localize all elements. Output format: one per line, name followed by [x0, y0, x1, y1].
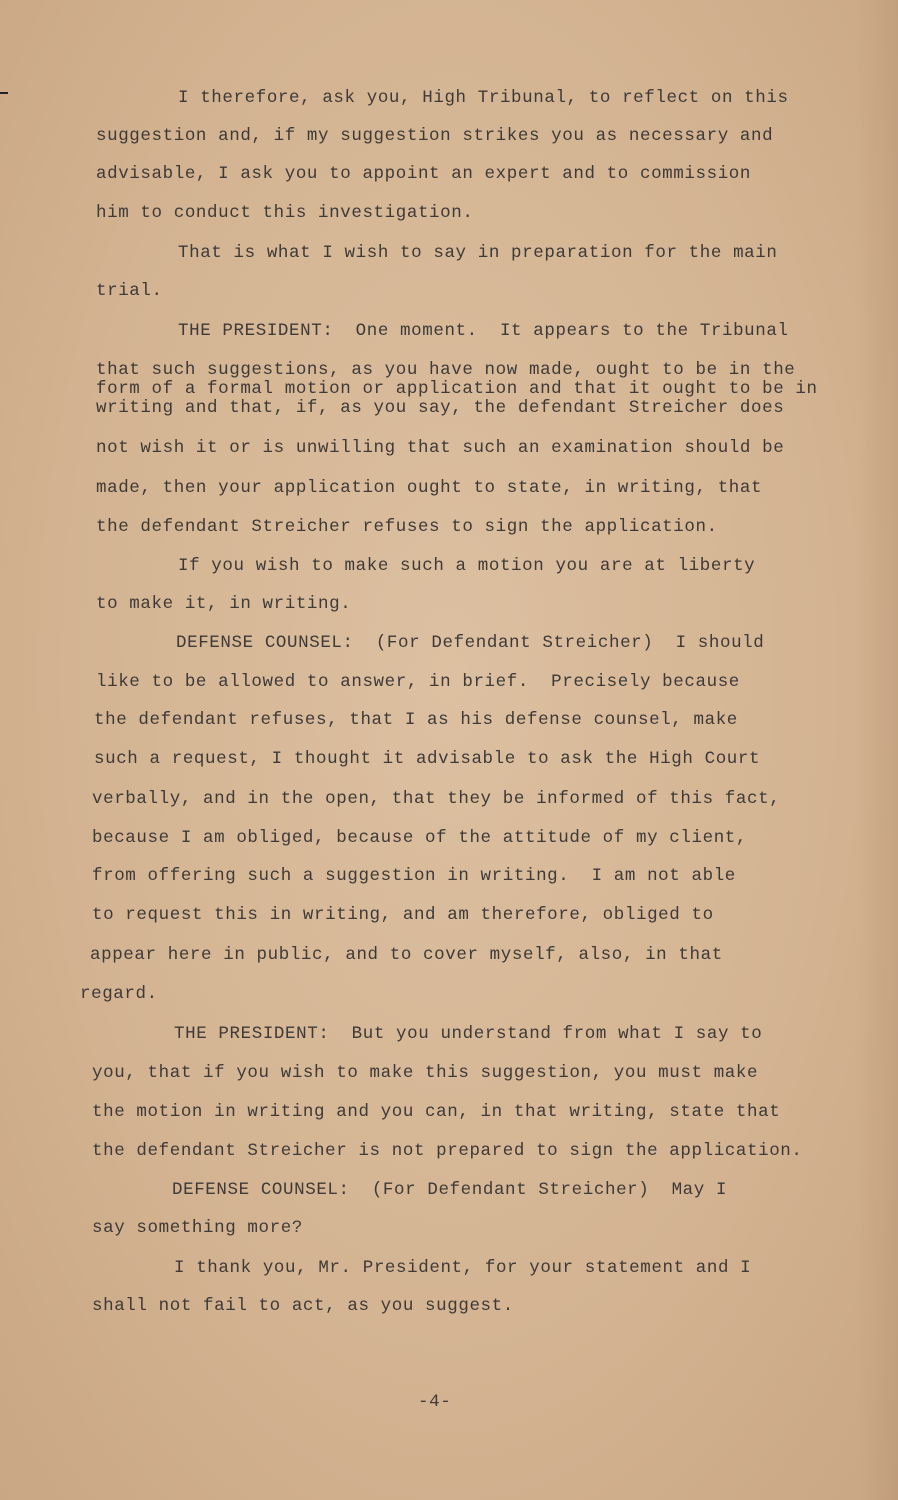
text-line: him to conduct this investigation.	[96, 203, 474, 223]
text-line: not wish it or is unwilling that such an examination should be	[96, 438, 785, 458]
text-line: you, that if you wish to make this suggestion, you must make	[92, 1063, 759, 1083]
text-line: If you wish to make such a motion you are at liberty	[178, 556, 756, 576]
margin-mark	[0, 92, 8, 94]
speaker-line: DEFENSE COUNSEL: (For Defendant Streicher) I should	[176, 633, 765, 653]
speaker-line: THE PRESIDENT: But you understand from what I say to	[174, 1024, 763, 1044]
text-line: to make it, in writing.	[96, 594, 352, 614]
text-line: shall not fail to act, as you suggest.	[92, 1296, 514, 1316]
text-line: verbally, and in the open, that they be informed of this fact,	[92, 789, 781, 809]
page-number: -4-	[418, 1392, 452, 1412]
text-line: from offering such a suggestion in writing. I am not able	[92, 866, 736, 886]
text-line: like to be allowed to answer, in brief. Precisely because	[96, 672, 740, 692]
text-line: say something more?	[92, 1218, 303, 1238]
text-line: suggestion and, if my suggestion strikes you as necessary and	[96, 126, 774, 146]
text-line: such a request, I thought it advisable to ask the High Court	[94, 749, 761, 769]
text-line: That is what I wish to say in preparation for the main	[178, 243, 778, 263]
text-line: the defendant Streicher is not prepared to sign the application.	[92, 1141, 803, 1161]
text-line: that such suggestions, as you have now made, ought to be in the	[96, 360, 796, 380]
speaker-line: DEFENSE COUNSEL: (For Defendant Streicher) May I	[172, 1180, 728, 1200]
text-line: appear here in public, and to cover myself, also, in that	[90, 945, 723, 965]
text-line: to request this in writing, and am therefore, obliged to	[92, 905, 714, 925]
page-edge-shadow	[856, 0, 898, 1500]
text-line: trial.	[96, 281, 163, 301]
text-line: form of a formal motion or application and that it ought to be in	[96, 379, 818, 399]
text-line: the defendant Streicher refuses to sign the application.	[96, 517, 718, 537]
text-line: I thank you, Mr. President, for your statement and I	[174, 1258, 752, 1278]
text-line: I therefore, ask you, High Tribunal, to reflect on this	[178, 88, 789, 108]
text-line: because I am obliged, because of the attitude of my client,	[92, 828, 748, 848]
text-line: the defendant refuses, that I as his defense counsel, make	[94, 710, 738, 730]
text-line: the motion in writing and you can, in that writing, state that	[92, 1102, 781, 1122]
text-line: writing and that, if, as you say, the defendant Streicher does	[96, 398, 785, 418]
speaker-line: THE PRESIDENT: One moment. It appears to the Tribunal	[178, 321, 789, 341]
text-line: made, then your application ought to state, in writing, that	[96, 478, 763, 498]
text-line: regard.	[80, 984, 158, 1004]
text-line: advisable, I ask you to appoint an expert and to commission	[96, 164, 752, 184]
